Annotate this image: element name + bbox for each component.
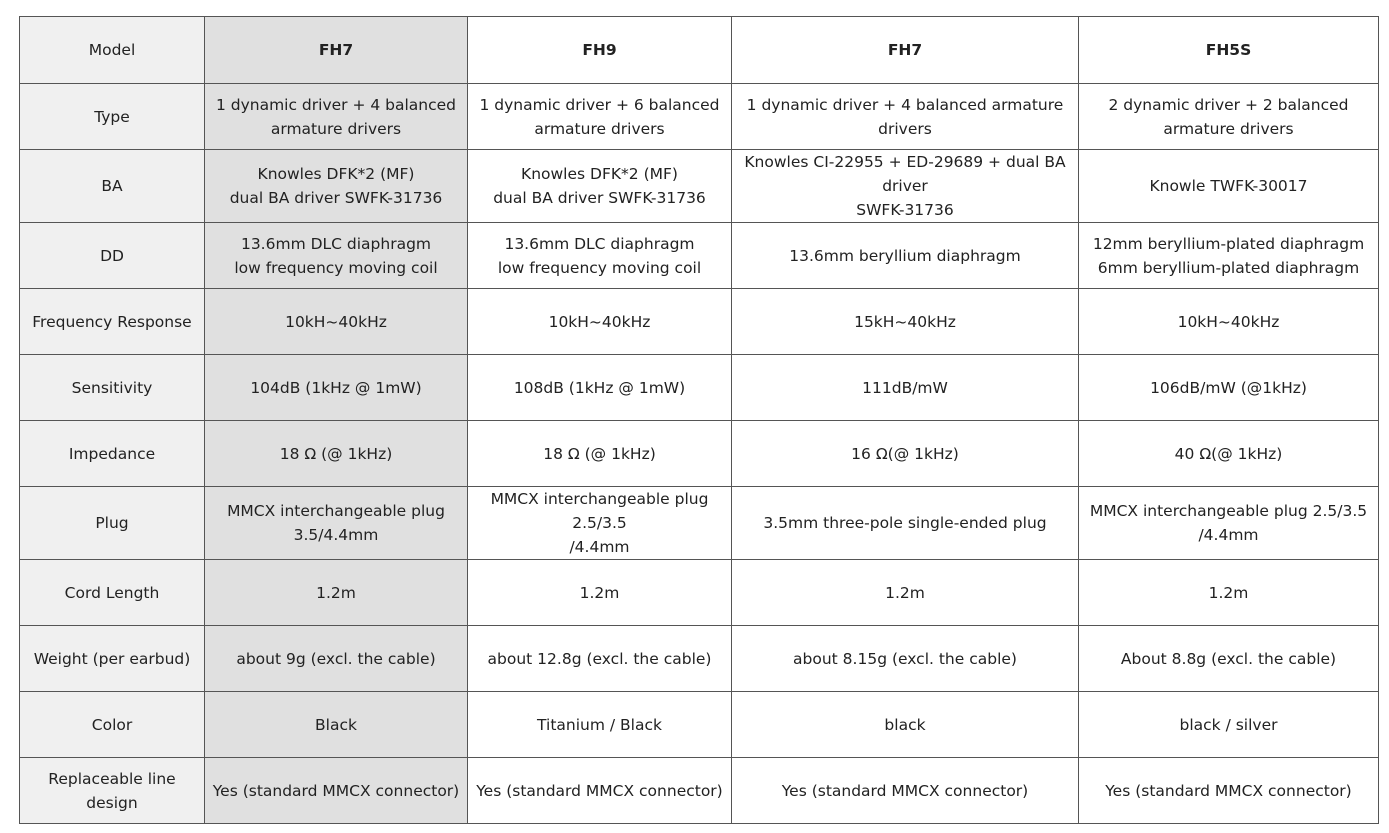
spec-cell-line: 106dB/mW (@1kHz) — [1150, 378, 1307, 397]
spec-comparison-table — [19, 16, 1379, 824]
spec-cell-line: 6mm beryllium-plated diaphragm — [1097, 258, 1360, 277]
spec-cell-line: 1.2m — [579, 583, 620, 602]
row-label: Plug — [20, 487, 205, 560]
spec-cell-line: 1.2m — [316, 583, 356, 602]
spec-cell-line: Black — [315, 715, 357, 734]
table-row — [20, 289, 1379, 355]
spec-cell-line: 1 dynamic driver + 4 balanced armature — [746, 95, 1064, 114]
spec-cell-line: 12mm beryllium-plated diaphragm — [1092, 234, 1365, 253]
spec-cell — [732, 150, 1079, 223]
row-label: Sensitivity — [20, 355, 205, 421]
row-label: Impedance — [20, 421, 205, 487]
spec-cell — [468, 223, 732, 289]
spec-cell-line: 2 dynamic driver + 2 balanced — [1108, 95, 1349, 114]
spec-cell-line: 111dB/mW — [862, 378, 948, 397]
table-row — [20, 758, 1379, 824]
spec-cell-line: Knowles DFK*2 (MF) — [257, 165, 415, 183]
spec-cell-line: 10kH~40kHz — [285, 312, 387, 331]
row-label: Color — [20, 692, 205, 758]
spec-cell — [205, 223, 468, 289]
spec-cell-line: About 8.8g (excl. the cable) — [1120, 649, 1337, 668]
table-row — [20, 150, 1379, 223]
spec-cell-line: 18 Ω (@ 1kHz) — [279, 444, 393, 463]
model-name: FH7 — [732, 17, 1079, 84]
spec-cell — [468, 355, 732, 421]
table-row — [20, 626, 1379, 692]
spec-cell-line: Yes (standard MMCX connector) — [476, 781, 723, 800]
spec-cell-line: 10kH~40kHz — [548, 312, 651, 331]
spec-cell — [205, 626, 468, 692]
spec-cell-line: 10kH~40kHz — [1177, 312, 1280, 331]
spec-cell-line: black / silver — [1179, 715, 1278, 734]
spec-cell-line: black — [884, 715, 926, 734]
spec-cell-line: 1 dynamic driver + 6 balanced — [479, 95, 720, 114]
spec-cell-line: drivers — [878, 119, 932, 138]
spec-cell-line: 108dB (1kHz @ 1mW) — [513, 378, 686, 397]
spec-cell-line: 3.5/4.4mm — [293, 526, 379, 544]
spec-cell-line: low frequency moving coil — [234, 258, 438, 277]
spec-cell — [468, 626, 732, 692]
row-label: Weight (per earbud) — [20, 626, 205, 692]
spec-cell-line: dual BA driver SWFK-31736 — [493, 189, 706, 207]
table-row — [20, 560, 1379, 626]
spec-cell — [468, 421, 732, 487]
spec-cell — [205, 84, 468, 150]
spec-cell — [1079, 487, 1379, 560]
spec-cell-line: SWFK-31736 — [856, 201, 954, 219]
spec-cell-line: 16 Ω(@ 1kHz) — [851, 444, 959, 463]
spec-cell-line: 13.6mm DLC diaphragm — [504, 234, 695, 253]
spec-cell-line: 13.6mm DLC diaphragm — [240, 234, 432, 253]
spec-cell-line: 1.2m — [1208, 583, 1249, 602]
model-name: FH5S — [1079, 17, 1379, 84]
row-label: Frequency Response — [20, 289, 205, 355]
spec-cell-line: armature drivers — [270, 119, 402, 138]
spec-cell-line: MMCX interchangeable plug 2.5/3.5 — [1089, 502, 1368, 520]
spec-cell — [468, 289, 732, 355]
row-label: DD — [20, 223, 205, 289]
spec-cell-line: 40 Ω(@ 1kHz) — [1174, 444, 1283, 463]
spec-cell-line: MMCX interchangeable plug 2.5/3.5 — [490, 490, 709, 532]
table-row — [20, 487, 1379, 560]
spec-cell — [205, 421, 468, 487]
spec-cell — [1079, 692, 1379, 758]
spec-cell-line: Yes (standard MMCX connector) — [781, 781, 1029, 800]
spec-cell — [205, 289, 468, 355]
table-row — [20, 84, 1379, 150]
spec-cell — [468, 150, 732, 223]
spec-cell — [468, 487, 732, 560]
table-row — [20, 421, 1379, 487]
spec-cell — [732, 421, 1079, 487]
model-name: FH7 — [205, 17, 468, 84]
spec-cell — [732, 692, 1079, 758]
spec-cell-line: dual BA driver SWFK-31736 — [229, 189, 443, 207]
spec-cell-line: armature drivers — [1163, 119, 1294, 138]
spec-cell — [1079, 355, 1379, 421]
row-label: Type — [20, 84, 205, 150]
spec-cell-line: Yes (standard MMCX connector) — [212, 781, 460, 800]
row-label: BA — [20, 150, 205, 223]
spec-cell — [732, 355, 1079, 421]
spec-table-container — [19, 16, 1379, 824]
spec-cell-line: /4.4mm — [569, 538, 630, 556]
spec-cell — [468, 758, 732, 824]
spec-cell — [468, 84, 732, 150]
spec-cell-line: 15kH~40kHz — [854, 312, 956, 331]
spec-cell — [732, 487, 1079, 560]
spec-cell-line: 3.5mm three-pole single-ended plug — [763, 514, 1047, 532]
spec-cell — [1079, 84, 1379, 150]
spec-cell-line: Knowles DFK*2 (MF) — [521, 165, 678, 183]
spec-cell — [1079, 560, 1379, 626]
spec-cell — [1079, 421, 1379, 487]
spec-cell-line: 1 dynamic driver + 4 balanced — [215, 95, 457, 114]
table-row — [20, 692, 1379, 758]
spec-cell-line: about 8.15g (excl. the cable) — [793, 649, 1017, 668]
spec-cell — [1079, 626, 1379, 692]
spec-cell — [205, 692, 468, 758]
spec-cell — [732, 84, 1079, 150]
spec-cell — [205, 355, 468, 421]
spec-cell-line: about 12.8g (excl. the cable) — [487, 649, 712, 668]
spec-cell — [205, 150, 468, 223]
spec-cell — [1079, 758, 1379, 824]
spec-cell-line: about 9g (excl. the cable) — [236, 649, 436, 668]
row-label: Replaceable line design — [20, 758, 205, 824]
spec-cell — [732, 223, 1079, 289]
spec-cell — [732, 289, 1079, 355]
spec-cell — [1079, 289, 1379, 355]
table-row — [20, 223, 1379, 289]
row-label: Cord Length — [20, 560, 205, 626]
spec-cell-line: MMCX interchangeable plug — [227, 502, 445, 520]
spec-cell-line: armature drivers — [534, 119, 665, 138]
spec-cell — [205, 758, 468, 824]
spec-cell-line: /4.4mm — [1198, 526, 1259, 544]
spec-cell — [1079, 150, 1379, 223]
spec-cell-line: Yes (standard MMCX connector) — [1105, 781, 1352, 800]
row-label-model: Model — [20, 17, 205, 84]
spec-cell — [1079, 223, 1379, 289]
spec-cell-line: 1.2m — [885, 583, 925, 602]
spec-cell-line: 104dB (1kHz @ 1mW) — [250, 378, 422, 397]
table-row — [20, 355, 1379, 421]
spec-cell — [468, 560, 732, 626]
spec-cell — [205, 487, 468, 560]
spec-cell — [205, 560, 468, 626]
spec-cell — [732, 758, 1079, 824]
spec-cell-line: Knowles CI-22955 + ED-29689 + dual BA driver — [744, 153, 1066, 195]
spec-cell-line: 13.6mm beryllium diaphragm — [789, 246, 1021, 265]
spec-cell-line: 18 Ω (@ 1kHz) — [543, 444, 656, 463]
model-name: FH9 — [468, 17, 732, 84]
header-row — [20, 17, 1379, 84]
spec-cell — [468, 692, 732, 758]
spec-cell-line: low frequency moving coil — [497, 258, 702, 277]
spec-cell — [732, 560, 1079, 626]
spec-cell-line: Titanium / Black — [537, 715, 662, 734]
spec-cell-line: Knowle TWFK-30017 — [1149, 177, 1308, 195]
spec-cell — [732, 626, 1079, 692]
